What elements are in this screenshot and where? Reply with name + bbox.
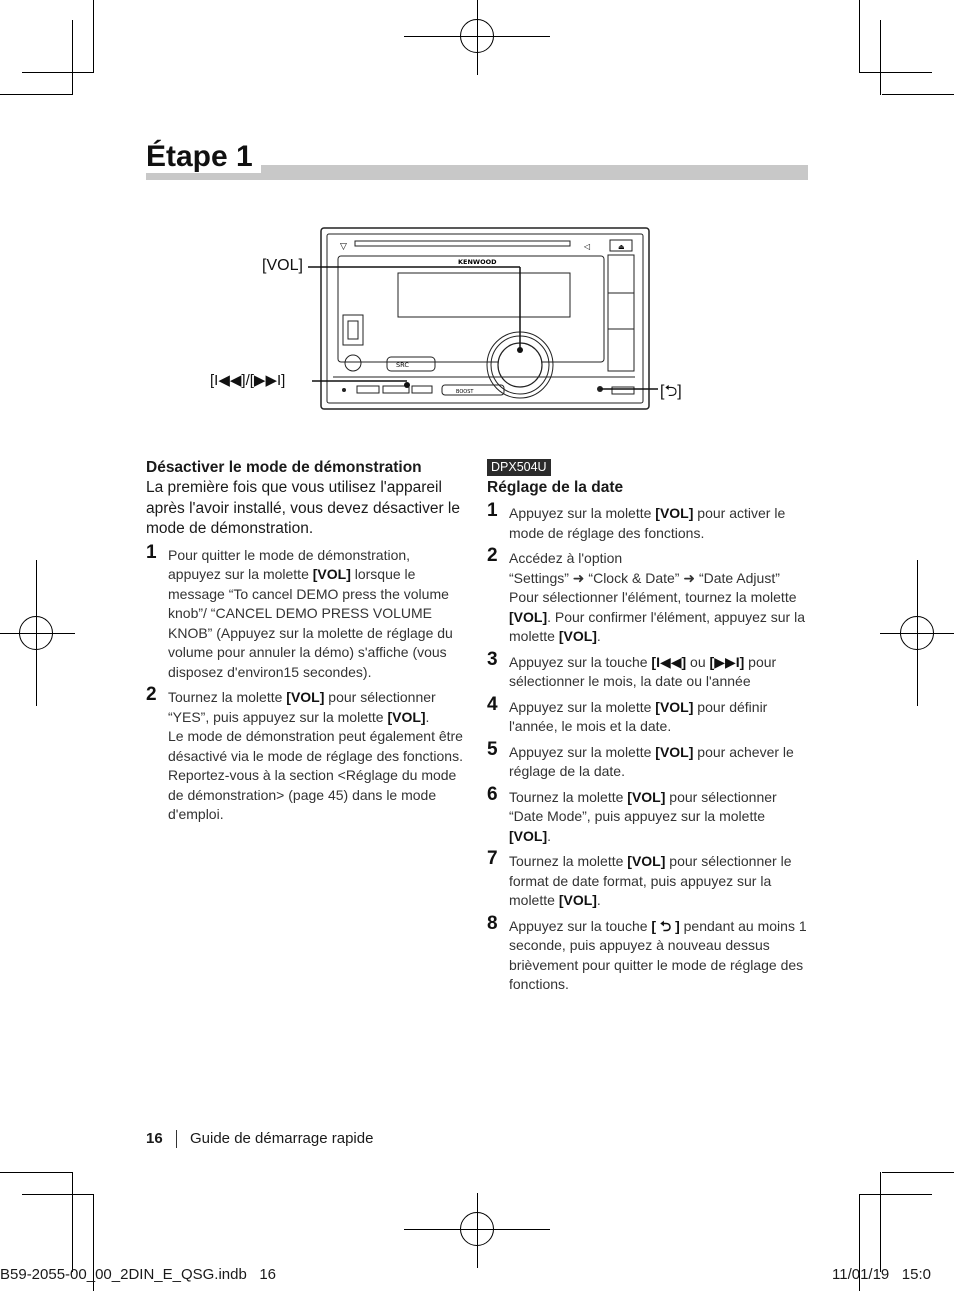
crop-mark — [22, 72, 94, 73]
step-item — [146, 684, 464, 825]
crop-mark — [93, 0, 94, 73]
crop-mark — [882, 1172, 954, 1173]
print-date: 11/01/19 15:0 — [832, 1266, 931, 1283]
src-label: SRC — [396, 361, 409, 369]
step-text: Accédez à l'option “Settings” ➜ “Clock & Date” ➜ “Date Adjust” Pour sélectionner l'élément, tournez la molette [VOL]. Pour confirmer l'élément, appuyez sur la molette [VOL]. — [509, 550, 806, 644]
registration-mark — [36, 560, 37, 706]
demo-section — [146, 458, 464, 825]
brand-logo: KENWOOD — [458, 258, 497, 266]
step-item — [487, 648, 809, 692]
crop-mark — [882, 94, 954, 95]
step-number: 5 — [487, 738, 498, 760]
section-heading: Désactiver le mode de démonstration — [146, 459, 422, 476]
crop-mark — [72, 1172, 73, 1272]
step-text: Tournez la molette [VOL] pour sélectionner “YES”, puis appuyez sur la molette [VOL]. Le mode de démonstration peut également être désactivé via le mode de réglage des fonctions. Reportez-vous à la section <Réglage du mode de démonstration> (page 45) dans le mode d'emploi. — [168, 689, 463, 822]
step-number: 3 — [487, 648, 498, 670]
svg-text:◁: ◁ — [584, 242, 591, 251]
step-number: 2 — [487, 545, 498, 566]
svg-text:⏏: ⏏ — [618, 243, 625, 251]
crop-mark — [880, 20, 881, 95]
step-item — [487, 912, 809, 995]
step-text: Tournez la molette [VOL] pour sélectionner le format de date format, puis appuyez sur la molette [VOL]. — [509, 853, 792, 908]
crop-mark — [880, 1172, 881, 1272]
guide-title: Guide de démarrage rapide — [190, 1130, 374, 1147]
step-item — [487, 500, 809, 543]
file-slug: B59-2055-00_00_2DIN_E_QSG.indb 16 — [0, 1266, 277, 1283]
crop-mark — [0, 1172, 72, 1173]
crop-mark — [0, 94, 72, 95]
footer-divider — [176, 1130, 177, 1148]
crop-mark — [859, 0, 860, 73]
registration-mark — [0, 633, 75, 634]
page-title: Étape 1 — [146, 140, 261, 173]
skip-label: [I◀◀]/[▶▶I] — [210, 372, 286, 389]
step-text: Appuyez sur la molette [VOL] pour activer le mode de réglage des fonctions. — [509, 505, 786, 541]
step-text: Appuyez sur la touche [ ⮌ ] pendant au moins 1 seconde, puis appuyez à nouveau dessus brièvement pour quitter le mode de réglage des fonctions. — [509, 917, 807, 992]
step-number: 1 — [146, 541, 157, 563]
intro-text: La première fois que vous utilisez l'appareil après l'avoir installé, vous devez désactiver le mode de démonstration. — [146, 479, 460, 537]
step-number: 2 — [146, 684, 157, 705]
step-item — [146, 541, 464, 683]
demo-steps — [146, 541, 464, 825]
crop-mark — [22, 1194, 94, 1195]
date-section — [487, 458, 809, 995]
svg-text:▽: ▽ — [340, 242, 347, 252]
step-text: Pour quitter le mode de démonstration, appuyez sur la molette [VOL] lorsque le message “To cancel DEMO press the volume knob”/ “CANCEL DEMO PRESS VOLUME KNOB” (Appuyez sur la molette de réglage du volume pour annuler la démo) s'affiche (vous disposez d'environ15 secondes). — [168, 546, 453, 680]
step-number: 6 — [487, 783, 498, 805]
step-number: 7 — [487, 848, 498, 869]
registration-mark — [477, 0, 478, 75]
vol-label: [VOL] — [262, 257, 303, 274]
model-badge: DPX504U — [487, 459, 551, 476]
step-item — [487, 545, 809, 647]
step-text: Appuyez sur la molette [VOL] pour définir l'année, le mois et la date. — [509, 698, 768, 734]
registration-mark — [477, 1193, 478, 1268]
step-text: Appuyez sur la molette [VOL] pour achever le réglage de la date. — [509, 743, 794, 779]
step-item — [487, 693, 809, 737]
step-text: Appuyez sur la touche [I◀◀] ou [▶▶I] pour sélectionner le mois, la date ou l'année — [509, 653, 777, 689]
crop-mark — [860, 1194, 932, 1195]
step-number: 4 — [487, 693, 498, 715]
crop-mark — [72, 20, 73, 95]
step-number: 8 — [487, 912, 498, 934]
boost-label: BOOST — [456, 389, 474, 395]
step-item — [487, 848, 809, 911]
date-steps — [487, 500, 809, 995]
section-heading: Réglage de la date — [487, 479, 624, 496]
step-number: 1 — [487, 500, 498, 521]
crop-mark — [860, 72, 932, 73]
registration-mark — [917, 560, 918, 706]
back-label: [⮌] — [660, 383, 682, 400]
step-text: Tournez la molette [VOL] pour sélectionner “Date Mode”, puis appuyez sur la molette [VOL]. — [509, 788, 777, 844]
step-item — [487, 738, 809, 782]
step-item — [487, 783, 809, 847]
page-number: 16 — [146, 1130, 163, 1147]
